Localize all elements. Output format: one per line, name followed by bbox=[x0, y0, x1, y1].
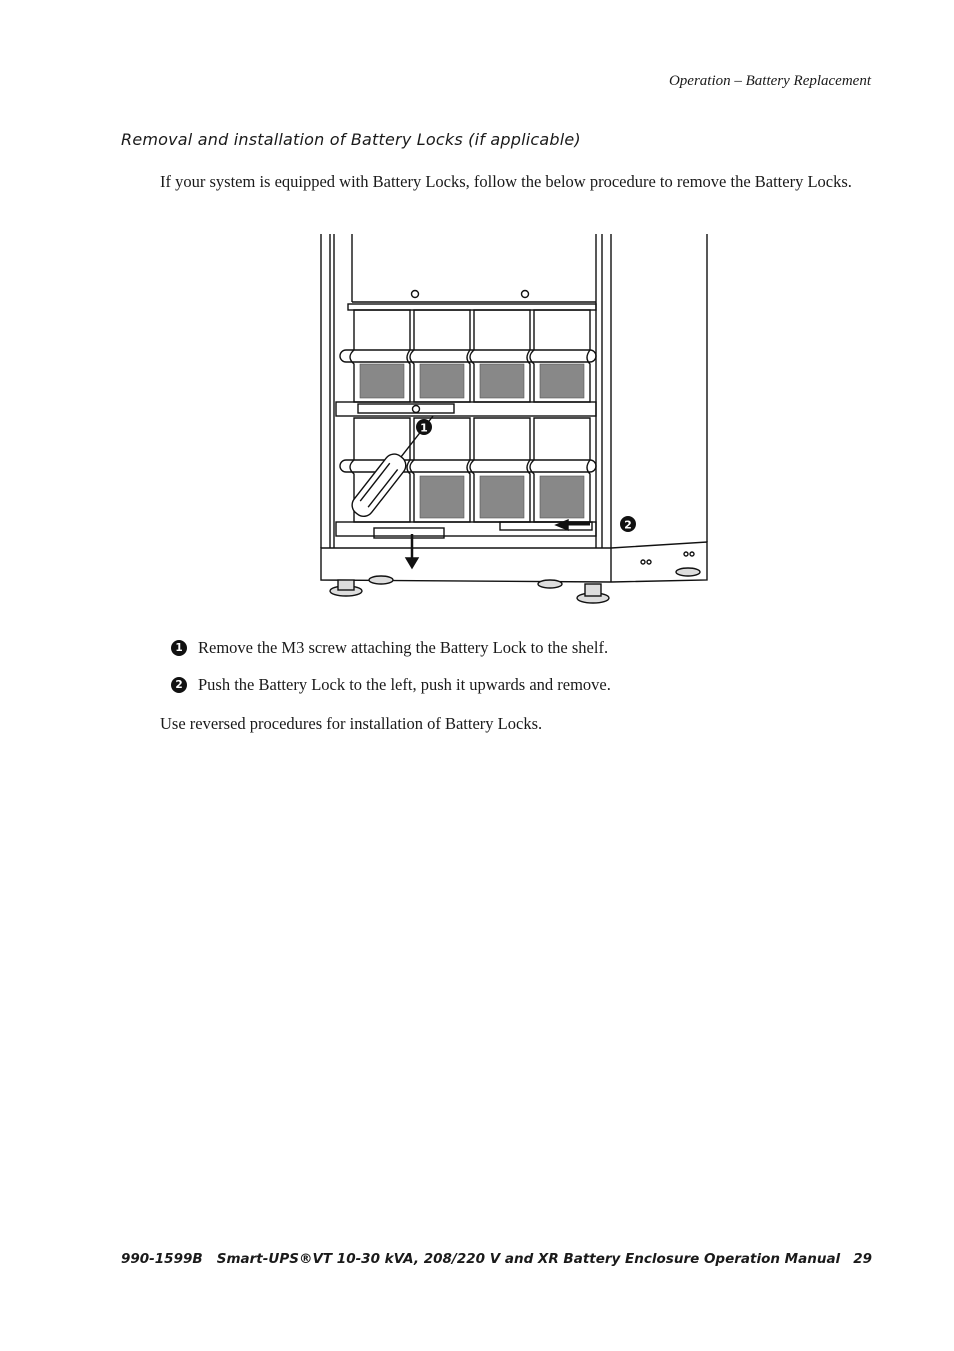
figure-callout-2: 2 bbox=[624, 518, 632, 532]
step-number-2: 2 bbox=[171, 677, 187, 693]
step-2-text: Push the Battery Lock to the left, push it upwards and remove. bbox=[198, 675, 611, 694]
step-number-1: 1 bbox=[171, 640, 187, 656]
footer-document-title: 990-1599B Smart-UPS®VT 10-30 kVA, 208/220 V and XR Battery Enclosure Operation Manual bbox=[121, 1251, 841, 1267]
section-title: Removal and installation of Battery Locks (if applicable) bbox=[121, 130, 581, 149]
running-head: Operation – Battery Replacement bbox=[668, 73, 871, 89]
step-1-text: Remove the M3 screw attaching the Battery Lock to the shelf. bbox=[198, 638, 609, 657]
closing-paragraph: Use reversed procedures for installation of Battery Locks. bbox=[160, 714, 543, 733]
figure-callout-1: 1 bbox=[420, 421, 428, 435]
step-2 bbox=[171, 675, 611, 695]
battery-lock-illustration bbox=[318, 232, 712, 606]
footer-page-number: 29 bbox=[853, 1251, 872, 1267]
page-footer bbox=[121, 1251, 872, 1267]
step-1 bbox=[171, 638, 608, 658]
intro-paragraph: If your system is equipped with Battery Locks, follow the below procedure to remove the Battery Locks. bbox=[160, 172, 852, 191]
